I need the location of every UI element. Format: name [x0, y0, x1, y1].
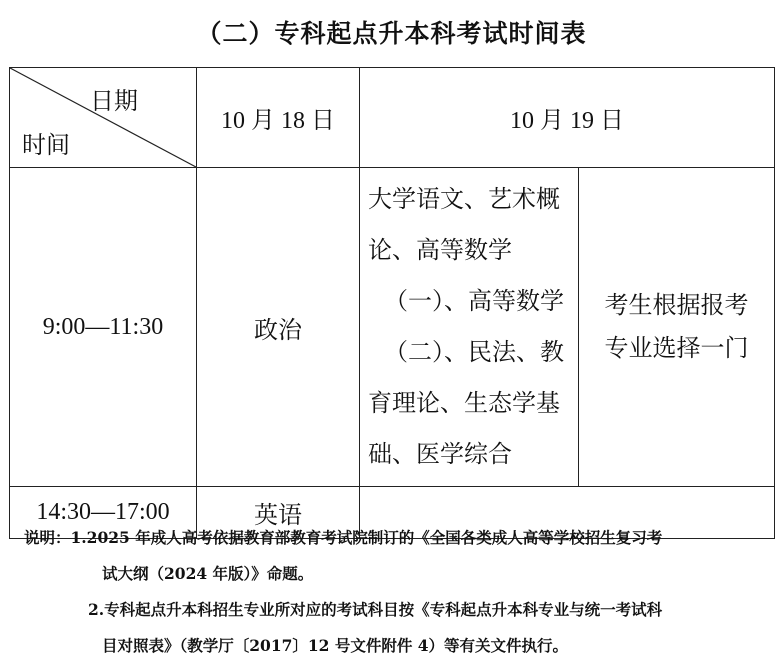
note-line-1: 说明：1.2025 年成人高考依据教育部教育考试院制订的《全国各类成人高等学校招生复习考: [24, 528, 663, 547]
corner-cell: [10, 68, 197, 168]
subjects-line: （一）、高等数学: [384, 287, 564, 315]
choose-one-cell: [579, 168, 775, 487]
subjects-line: 育理论、生态学基: [368, 389, 560, 417]
subjects-cell-oct-19: [360, 168, 579, 487]
choose-line: 考生根据报考: [604, 291, 749, 319]
corner-time-label: 时间: [22, 131, 70, 159]
date-header-oct-19: 10 月 19 日: [360, 68, 775, 168]
subjects-line: （二）、民法、教: [384, 338, 564, 366]
subject-cell-english: 英语: [197, 487, 360, 539]
subjects-line: 础、医学综合: [368, 440, 512, 468]
page-title: （二）专科起点升本科考试时间表: [196, 19, 587, 48]
note-line-3: 2.专科起点升本科招生专业所对应的考试科目按《专科起点升本科专业与统一考试科: [88, 600, 663, 619]
subject-cell-politics: 政治: [197, 168, 360, 487]
note-line-4: 目对照表》（教学厅〔2017〕12 号文件附件 4）等有关文件执行。: [102, 636, 569, 655]
time-cell-morning: 9:00—11:30: [10, 168, 197, 487]
note-line-2: 试大纲（2024 年版）》命题。: [102, 564, 314, 583]
subjects-line: 论、高等数学: [368, 236, 512, 264]
table-row: [10, 168, 775, 487]
subjects-line: 大学语文、艺术概: [368, 185, 560, 213]
exam-schedule-table: [9, 67, 775, 539]
choose-line: 专业选择一门: [604, 334, 749, 362]
table-header-row: [10, 68, 775, 168]
time-cell-afternoon: 14:30—17:00: [10, 487, 197, 539]
date-header-oct-18: 10 月 18 日: [197, 68, 360, 168]
notes-section: [24, 520, 776, 664]
corner-date-label: 日期: [90, 87, 138, 115]
